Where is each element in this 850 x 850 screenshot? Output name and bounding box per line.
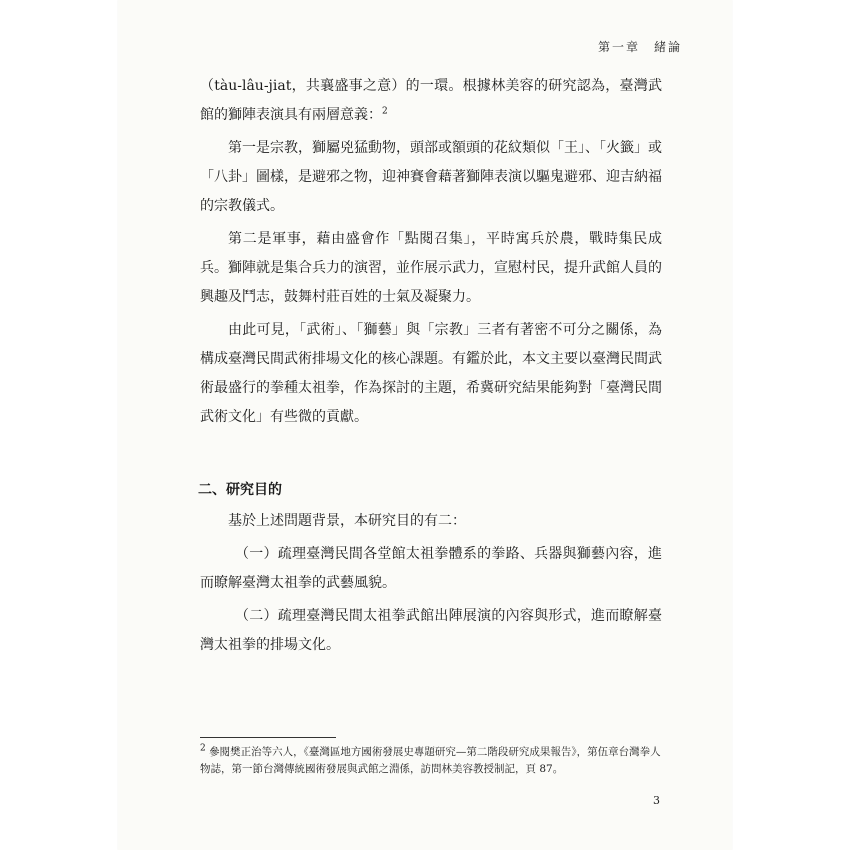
main-text	[200, 72, 662, 664]
section-heading: 二、研究目的	[198, 482, 282, 498]
document-page	[118, 0, 732, 850]
objective-item-1: （一）疏理臺灣民間各堂館太祖拳體系的拳路、兵器與獅藝內容，進而瞭解臺灣太祖拳的武藝風貌。	[200, 546, 662, 591]
paragraph-conclusion: 由此可見，「武術」、「獅藝」與「宗教」三者有著密不可分之關係，為構成臺灣民間武術排場文化的核心課題。有鑑於此，本文主要以臺灣民間武術最盛行的拳種太祖拳，作為探討的主題，希冀研究結果能夠對「臺灣民間武術文化」有些微的貢獻。	[200, 322, 662, 425]
paragraph-religion: 第一是宗教，獅屬兇猛動物，頭部或額頭的花紋類似「王」、「火籤」或「八卦」圖樣，是避邪之物，迎神賽會藉著獅陣表演以驅鬼避邪、迎吉納福的宗教儀式。	[200, 140, 662, 214]
footnote-marker: 2	[200, 743, 206, 754]
footnote-text: 參閱樊正治等六人，《臺灣區地方國術發展史專題研究—第二階段研究成果報告》，第伍章台灣拳人物誌，第一節台灣傳統國術發展與武館之淵係，訪問林美容教授制記，頁 87。	[200, 746, 661, 775]
paragraph-1	[200, 72, 662, 130]
objective-item-2: （二）疏理臺灣民間太祖拳武館出陣展演的內容與形式，進而瞭解臺灣太祖拳的排場文化。	[200, 608, 662, 653]
paragraph-military: 第二是軍事，藉由盛會作「點閱召集」，平時寓兵於農，戰時集民成兵。獅陣就是集合兵力的演習，並作展示武力，宣慰村民，提升武館人員的興趣及鬥志，鼓舞村莊百姓的士氣及凝聚力。	[200, 231, 662, 305]
footnote-ref: 2	[382, 106, 388, 117]
footnote	[200, 744, 662, 778]
page-number: 3	[653, 794, 660, 807]
running-head: 第一章 緒論	[597, 40, 682, 54]
section-intro: 基於上述問題背景，本研究目的有二：	[228, 513, 466, 529]
footnote-divider	[200, 737, 336, 738]
paragraph-1-text: （tàu-lâu-jiat，共襄盛事之意）的一環。根據林美容的研究認為，臺灣武館的獅陣表演具有兩層意義：	[200, 78, 662, 123]
